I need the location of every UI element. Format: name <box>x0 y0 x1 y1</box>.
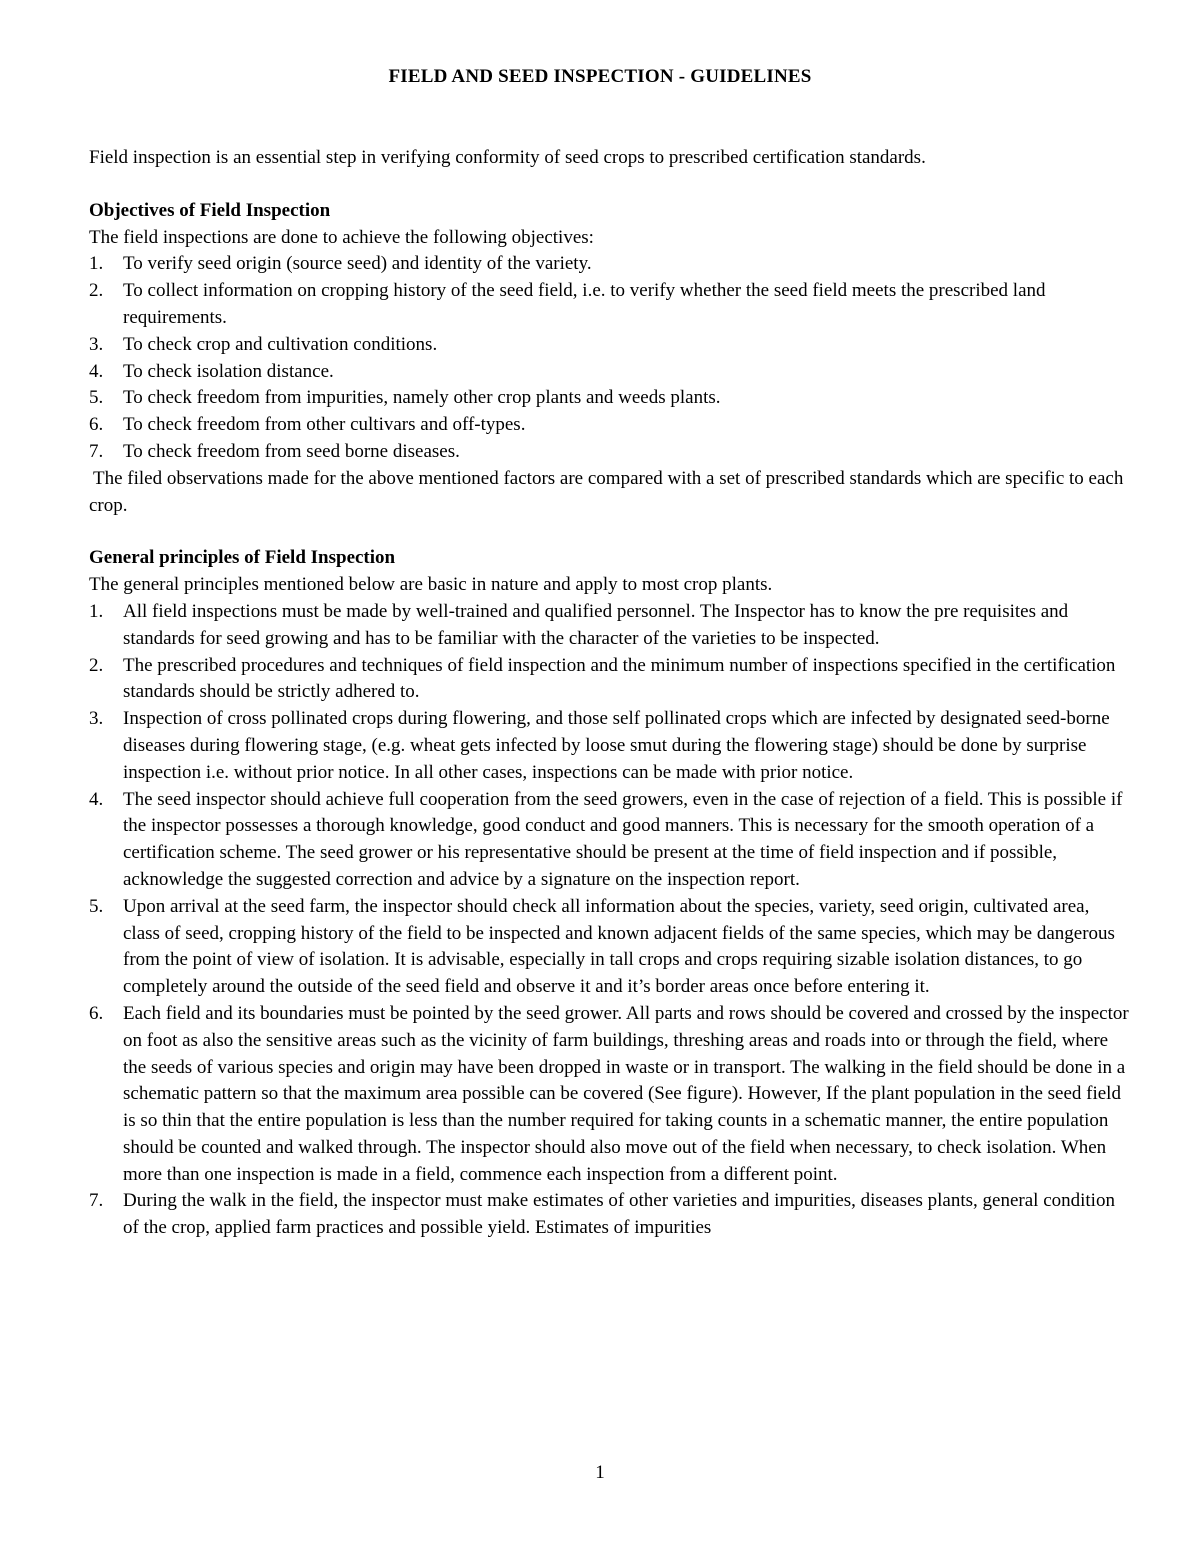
intro-paragraph: Field inspection is an essential step in verifying conformity of seed crops to prescribed certification standards. <box>89 147 926 168</box>
list-item-text: To collect information on cropping history of the seed field, i.e. to verify whether the seed field meets the prescribed land requirements. <box>123 280 1046 328</box>
list-item-number: 7. <box>89 1190 104 1212</box>
objectives-lead: The field inspections are done to achieve the following objectives: <box>89 226 594 248</box>
list-item-text: To check freedom from impurities, namely other crop plants and weeds plants. <box>123 387 721 409</box>
list-item-text: Inspection of cross pollinated crops during flowering, and those self pollinated crops which are infected by designated seed-borne diseases during flowering stage, (e.g. wheat gets infected by loose smut during the flowering stage) should be done by surprise inspection i.e. without prior notice. In all other cases, inspections can be made with prior notice. <box>123 708 1110 783</box>
principles-lead: The general principles mentioned below are basic in nature and apply to most crop plants. <box>89 574 773 596</box>
list-item-number: 5. <box>89 895 104 917</box>
list-item-number: 2. <box>89 280 104 302</box>
list-item <box>89 787 1129 894</box>
list-item-text: To verify seed origin (source seed) and identity of the variety. <box>123 253 592 275</box>
objectives-heading: Objectives of Field Inspection <box>89 199 331 221</box>
list-item <box>89 1001 1129 1189</box>
list-item <box>89 332 1129 359</box>
list-item <box>89 599 1129 653</box>
list-item-text: To check crop and cultivation conditions. <box>123 333 438 355</box>
list-item-number: 4. <box>89 788 104 810</box>
list-item <box>89 706 1129 786</box>
list-item-number: 7. <box>89 440 104 462</box>
principles-section <box>89 545 1129 1242</box>
principles-heading: General principles of Field Inspection <box>89 547 396 569</box>
list-item-number: 3. <box>89 708 104 730</box>
list-item-number: 4. <box>89 360 104 382</box>
list-item <box>89 1188 1129 1242</box>
list-item-text: Upon arrival at the seed farm, the inspector should check all information about the species, variety, seed origin, cultivated area, class of seed, cropping history of the field to be inspected and known adjacent fields of the same species, which may be dangerous from the point of view of isolation. It is advisable, especially in tall crops and crops requiring sizable isolation distances, to go completely around the outside of the seed field and observe it and it’s border areas once before entering it. <box>123 895 1115 998</box>
list-item-number: 6. <box>89 1002 104 1024</box>
list-item-number: 1. <box>89 253 104 275</box>
list-item-number: 5. <box>89 387 104 409</box>
list-item <box>89 278 1129 332</box>
list-item <box>89 412 1129 439</box>
list-item-text: Each field and its boundaries must be pointed by the seed grower. All parts and rows should be covered and crossed by the inspector on foot as also the sensitive areas such as the vicinity of farm buildings, threshing areas and roads into or through the field, where the seeds of various species and origin may have been dropped in waste or in transport. The walking in the field should be done in a schematic pattern so that the maximum area possible can be covered (See figure). However, If the plant population in the seed field is so thin that the entire population is less than the number required for taking counts in a schematic manner, the entire population should be counted and walked through. The inspector should also move out of the field when necessary, to check isolation. When more than one inspection is made in a field, commence each inspection from a different point. <box>123 1002 1129 1185</box>
list-item-text: The prescribed procedures and techniques of field inspection and the minimum number of inspections specified in the certification standards should be strictly adhered to. <box>123 654 1116 703</box>
list-item-text: All field inspections must be made by well-trained and qualified personnel. The Inspector has to know the pre requisites and standards for seed growing and has to be familiar with the character of the varieties to be inspected. <box>123 600 1069 649</box>
principles-list <box>89 599 1129 1242</box>
list-item-text: To check freedom from seed borne diseases. <box>123 440 460 462</box>
document-body <box>89 145 1129 1242</box>
list-item-text: To check isolation distance. <box>123 360 334 382</box>
list-item-number: 2. <box>89 654 104 676</box>
list-item-number: 3. <box>89 333 104 355</box>
objectives-closing: The filed observations made for the above mentioned factors are compared with a set of prescribed standards which are specific to each crop. <box>89 467 1124 516</box>
list-item <box>89 439 1129 466</box>
page-number: 1 <box>595 1462 605 1483</box>
document-title: FIELD AND SEED INSPECTION - GUIDELINES <box>388 66 812 87</box>
objectives-section <box>89 198 1129 520</box>
list-item-text: During the walk in the field, the inspector must make estimates of other varieties and impurities, diseases plants, general condition of the crop, applied farm practices and possible yield. Estimates of impurities <box>123 1190 1115 1239</box>
list-item-number: 1. <box>89 600 104 622</box>
list-item <box>89 359 1129 386</box>
list-item-text: The seed inspector should achieve full cooperation from the seed growers, even in the case of rejection of a field. This is possible if the inspector possesses a thorough knowledge, good conduct and good manners. This is necessary for the smooth operation of a certification scheme. The seed grower or his representative should be present at the time of field inspection and if possible, acknowledge the suggested correction and advice by a signature on the inspection report. <box>123 788 1123 890</box>
list-item <box>89 251 1129 278</box>
list-item-number: 6. <box>89 414 104 436</box>
list-item <box>89 653 1129 707</box>
objectives-list <box>89 251 1129 465</box>
list-item <box>89 385 1129 412</box>
list-item-text: To check freedom from other cultivars and off-types. <box>123 414 526 436</box>
list-item <box>89 894 1129 1001</box>
